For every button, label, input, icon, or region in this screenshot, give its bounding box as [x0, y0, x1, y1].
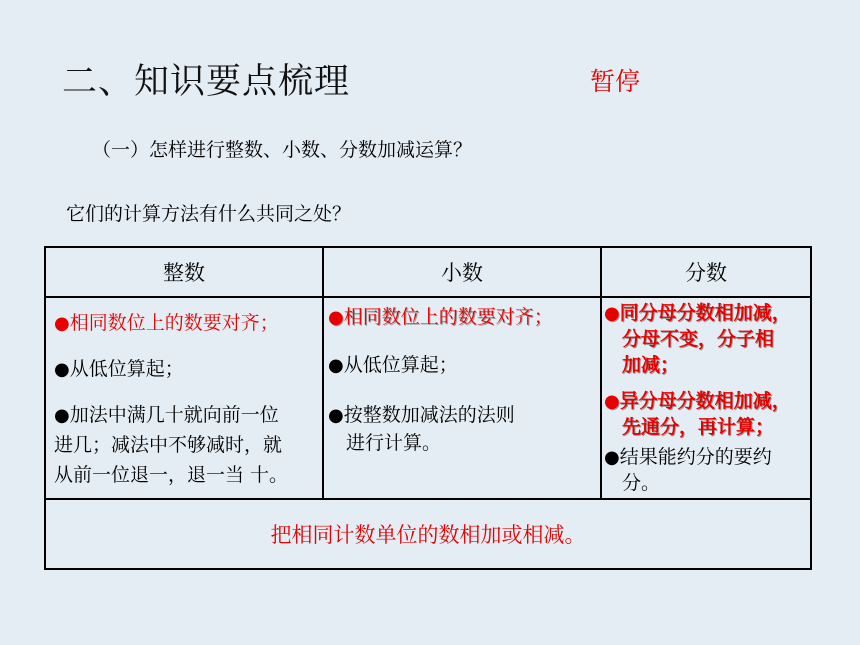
- bullet-icon: ●: [604, 447, 620, 468]
- fraction-rule-1-line3: 加减；: [622, 354, 680, 376]
- bullet-icon: ●: [604, 391, 620, 412]
- bullet-icon: ●: [54, 359, 70, 380]
- question-text: 它们的计算方法有什么共同之处？: [66, 203, 352, 225]
- bullet-icon: ●: [328, 307, 344, 328]
- table-row: [45, 297, 811, 499]
- fraction-rule-1-line2: 分母不变，分子相: [622, 328, 775, 350]
- decimal-rule-3: ●按整数加减法的法则: [328, 404, 515, 426]
- summary-text: 把相同计数单位的数相加或相减。: [45, 499, 811, 569]
- fraction-rule-3: ●结果能约分的要约: [604, 446, 772, 468]
- fraction-rule-2-line2: 先通分，再计算；: [622, 416, 775, 438]
- fraction-cell: [601, 297, 811, 499]
- bullet-icon: ●: [328, 405, 344, 426]
- bullet-icon: ●: [54, 313, 70, 334]
- comparison-table: [44, 246, 812, 570]
- bullet-icon: ●: [54, 405, 70, 426]
- header-fraction: 分数: [601, 247, 811, 297]
- decimal-rule-2: ●从低位算起；: [328, 354, 458, 376]
- bullet-icon: ●: [328, 355, 344, 376]
- page-title: 二、知识要点梳理: [62, 62, 351, 102]
- integer-rule-3-line3: 从前一位退一，退一当 十。: [54, 464, 289, 486]
- integer-rule-3-line2: 进几；减法中不够减时，就: [54, 434, 283, 456]
- summary-row: [45, 499, 811, 569]
- table-header-row: [45, 247, 811, 297]
- decimal-rule-3-line2: 进行计算。: [346, 432, 442, 454]
- header-decimal: 小数: [323, 247, 601, 297]
- bullet-icon: ●: [604, 303, 620, 324]
- integer-cell: [45, 297, 323, 499]
- decimal-rule-1: ●相同数位上的数要对齐；: [328, 306, 553, 328]
- decimal-cell: [323, 297, 601, 499]
- fraction-rule-1: ●同分母分数相加减，: [604, 302, 791, 324]
- fraction-rule-3-line2: 分。: [622, 472, 661, 494]
- integer-rule-2: ●从低位算起；: [54, 358, 184, 380]
- integer-rule-1: ●相同数位上的数要对齐；: [54, 312, 279, 334]
- integer-rule-3: ●加法中满几十就向前一位: [54, 404, 279, 426]
- pause-button[interactable]: 暂停: [590, 67, 641, 96]
- header-integer: 整数: [45, 247, 323, 297]
- fraction-rule-2: ●异分母分数相加减，: [604, 390, 791, 412]
- section-subtitle: （一）怎样进行整数、小数、分数加减运算？: [92, 139, 473, 161]
